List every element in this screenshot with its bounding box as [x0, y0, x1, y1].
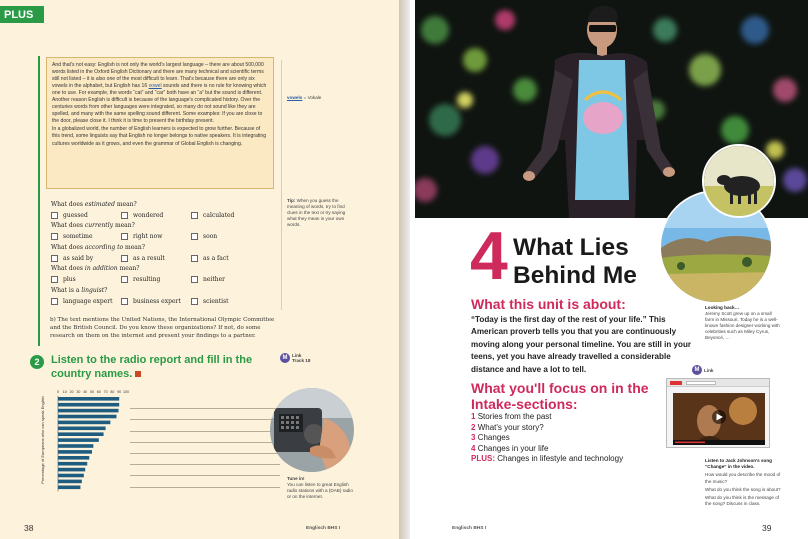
focus-heading: What you'll focus on in the Intake-sections: [471, 380, 649, 412]
reading-passage [46, 57, 274, 189]
exercise-title [51, 353, 271, 381]
y-axis-label: Percentage of Europeans who can speak English [40, 396, 45, 484]
passage-paragraph-1 [52, 62, 268, 125]
about-text: “Today is the first day of the rest of your life.” This American proverb tells you that you are continuously moving along your personal timeline. You are still in your teens, yet you have already travelled a considerable distance and have a lot to tell. [471, 315, 692, 374]
answer-line[interactable] [130, 465, 280, 476]
quiz-option[interactable] [51, 298, 121, 305]
video-image [673, 393, 765, 445]
option-label: sometime [63, 233, 93, 240]
quiz-option[interactable] [121, 276, 191, 283]
quiz-question [51, 222, 279, 231]
chart-bar [58, 397, 119, 401]
part-b-task: b) The text mentions the United Nations, the International Olympic Committee and the British Council. Do you know these organizations? If not, do some research on them on the internet and present your findings to a partner. [50, 317, 275, 340]
option-label: right now [133, 233, 163, 240]
passage-fragment: sounds and there is no rule for knowing which one to use. For example, the words “cat” and “car” both have an “a” but the sound is different. Another reason English is difficult is because of the language's complicated history. Over the centuries words from other languages were integrated, so many do not sound like they are spelled, and many with the same spelling sound different. Some examples: If you are close to the door, please close it. I think it is time to present the birthday present. [52, 83, 267, 125]
chart-bar [58, 403, 119, 407]
quiz-option[interactable] [121, 233, 191, 240]
x-tick-label: 70 [103, 390, 108, 394]
x-tick-label: 10 [62, 390, 67, 394]
chart-bar [58, 427, 106, 431]
looking-back-text: Jeremy Scott grew up on a small farm in Missouri. Today he is a well-known fashion designer working with celebrities such as Miley Cyrus, Beyoncé, … [705, 311, 780, 341]
question-pre: What does [51, 265, 85, 272]
plus-tag: PLUS [0, 6, 44, 23]
question-post: mean? [113, 222, 135, 229]
option-checkbox[interactable] [51, 212, 58, 219]
question-pre: What does [51, 243, 85, 251]
chart-bar [58, 480, 82, 484]
page-number-left: 38 [24, 523, 34, 533]
vocabulary-quiz [51, 199, 279, 307]
chart-bar [58, 468, 85, 472]
quiz-option[interactable] [121, 212, 191, 219]
option-label: as a fact [203, 254, 229, 262]
sidebar-rule [281, 60, 282, 310]
quiz-question [51, 201, 279, 210]
focus-item-text: Changes in your life [477, 443, 549, 453]
focus-item [471, 433, 623, 444]
brand-left: Englisch BHS I [306, 526, 341, 531]
option-checkbox[interactable] [51, 276, 58, 283]
x-tick-label: 40 [83, 390, 88, 394]
tip-note [287, 198, 351, 228]
x-tick-label: 100 [123, 390, 129, 394]
quiz-option[interactable] [121, 298, 191, 305]
focus-item [471, 412, 623, 423]
left-page [0, 0, 399, 539]
option-label: neither [203, 276, 226, 283]
unit-title-line1: What Lies [513, 234, 629, 261]
media-link-left[interactable] [280, 353, 310, 363]
right-page [410, 0, 808, 539]
question-post: ? [104, 286, 108, 294]
question-term: in addition [84, 265, 118, 272]
quiz-option[interactable] [121, 255, 191, 262]
video-toolbar [667, 379, 769, 387]
video-screenshot[interactable] [666, 378, 770, 448]
option-label: guessed [63, 211, 88, 219]
tune-in-title: Tune in! [287, 476, 305, 481]
quiz-option[interactable] [191, 298, 229, 305]
chart-bar [58, 486, 80, 490]
question-post: mean? [123, 243, 145, 251]
answer-line[interactable] [130, 432, 280, 443]
chart-bar [58, 450, 92, 454]
focus-item [471, 423, 623, 434]
quiz-options [51, 210, 279, 221]
brand-right: Englisch BHS I [452, 526, 487, 531]
unit-number: 4 [470, 218, 508, 294]
media-m-icon: M [692, 365, 702, 375]
answer-line[interactable] [130, 398, 280, 409]
option-checkbox[interactable] [191, 255, 198, 262]
quiz-options [51, 253, 279, 264]
cow-photo [702, 144, 776, 218]
chart-bar [58, 409, 119, 413]
x-tick-label: 60 [96, 390, 101, 394]
listen-q3: What do you think is the message of the song? Discuss in class. [705, 495, 780, 507]
x-tick-label: 90 [117, 390, 122, 394]
passage-paragraph-2: In a globalized world, the number of English learners is expected to grow further. Because of this trend, some linguists say that English no longer belongs to native speakers. It is integrating cultures worldwide as it grows, and even the grammar of Global English is changing. [52, 126, 267, 147]
tip-text: When you guess the meaning of words, try to find clues in the text or try saying what they mean in your own words. [287, 198, 346, 227]
vocab-note [287, 95, 321, 100]
media-m-icon: M [280, 353, 290, 363]
quiz-question [51, 265, 279, 274]
question-term: estimated [84, 200, 115, 208]
question-term: linguist [81, 286, 105, 294]
looking-back-title: Looking back… [705, 305, 740, 310]
question-pre: What does [51, 200, 85, 208]
vocab-word: vowels [287, 95, 303, 100]
focus-item-number: 2 [471, 422, 476, 432]
quiz-question [51, 287, 279, 296]
media-link-right[interactable] [692, 365, 713, 375]
chart-bar [58, 444, 93, 448]
option-checkbox[interactable] [51, 255, 58, 262]
quiz-option[interactable] [191, 233, 217, 240]
quiz-option[interactable] [51, 276, 121, 283]
quiz-option[interactable] [51, 212, 121, 219]
option-label: scientist [203, 297, 229, 305]
option-checkbox[interactable] [191, 233, 198, 240]
exercise-number: 2 [30, 355, 44, 369]
vocab-definition: = Vokale [302, 95, 322, 100]
page-number-right: 39 [762, 523, 772, 533]
option-checkbox[interactable] [51, 233, 58, 240]
chart-bar [58, 415, 116, 419]
x-tick-label: 0 [57, 390, 59, 394]
focus-item-number: 1 [471, 412, 476, 421]
quiz-option[interactable] [191, 276, 225, 283]
chart-bar [58, 474, 84, 478]
listen-title: Listen to Jack Johnson's song “Change” in the video. [705, 458, 772, 470]
option-label: as a result [133, 254, 165, 262]
passage-fragment: vowel [148, 83, 162, 90]
focus-item [471, 444, 623, 455]
focus-item-text: What's your story? [477, 422, 544, 432]
option-checkbox[interactable] [191, 298, 198, 305]
focus-item-text: Stories from the past [477, 412, 552, 421]
option-checkbox[interactable] [51, 298, 58, 305]
unit-title-line2: Behind Me [513, 262, 637, 289]
question-pre: What is a [51, 286, 82, 294]
option-checkbox[interactable] [121, 276, 128, 283]
option-checkbox[interactable] [121, 233, 128, 240]
exercise-title-text: Listen to the radio report and fill in the country names. [51, 354, 253, 380]
question-term: according to [84, 243, 124, 251]
chart-bar [58, 438, 99, 442]
focus-plus-label: PLUS: [471, 454, 495, 464]
media-label-right: Link [704, 367, 714, 373]
section-rule [38, 56, 40, 346]
tune-in-text: You can listen to great English radio stations with a (DAB) radio or on the internet. [287, 482, 353, 499]
option-label: soon [203, 233, 218, 240]
option-label: business expert [133, 297, 181, 305]
option-checkbox[interactable] [121, 255, 128, 262]
focus-plus-item [471, 454, 623, 465]
quiz-question [51, 244, 279, 253]
chart-bar [58, 432, 104, 436]
focus-list [471, 412, 623, 465]
radio-image [270, 388, 354, 472]
tune-in-note [287, 476, 357, 500]
listen-q2: What do you think the song is about? [705, 486, 781, 492]
tip-label: Tip: [287, 198, 296, 203]
x-tick-label: 30 [76, 390, 81, 394]
focus-plus-text: Changes in lifestyle and technology [495, 454, 624, 464]
chart-bar [58, 421, 110, 425]
question-pre: What does [51, 222, 85, 229]
x-tick-label: 50 [90, 390, 94, 394]
english-speakers-chart [40, 385, 130, 495]
focus-item-text: Changes [477, 433, 510, 443]
answer-line[interactable] [130, 420, 280, 431]
quiz-options [51, 274, 279, 285]
passage-fragment: And that's not easy: English is not only the world's largest language – there are about 500,000 words listed in the Oxford English Dictionary and there are many technical and scientific terms still not listed – it is also one of the most difficult to learn. That's because there are only six vowels in the alphabet, but English has 16 [52, 62, 264, 90]
chart-bar [58, 462, 87, 466]
option-label: calculated [203, 211, 235, 219]
answer-line[interactable] [130, 443, 280, 454]
option-label: language expert [63, 297, 113, 305]
quiz-options [51, 231, 279, 242]
video-logo-icon [670, 381, 682, 385]
answer-line[interactable] [130, 409, 280, 420]
option-checkbox[interactable] [191, 212, 198, 219]
listen-q1: How would you describe the mood of the music? [705, 472, 781, 484]
option-label: wondered [133, 211, 164, 219]
option-label: as said by [63, 254, 94, 262]
quiz-option[interactable] [191, 255, 229, 262]
quiz-option[interactable] [51, 255, 121, 262]
answer-line[interactable] [130, 454, 280, 465]
looking-back-note [705, 305, 780, 342]
audio-badge-icon [135, 371, 141, 377]
option-checkbox[interactable] [121, 298, 128, 305]
x-tick-label: 80 [110, 390, 115, 394]
track-label: Track 18 [292, 358, 311, 363]
question-post: mean? [114, 200, 137, 208]
option-label: plus [63, 276, 76, 283]
option-label: resulting [133, 276, 161, 283]
chart-bar [58, 456, 89, 460]
media-link-text [292, 353, 310, 363]
question-term: currently [84, 222, 114, 229]
option-checkbox[interactable] [121, 212, 128, 219]
unit-title [513, 234, 637, 290]
media-label: Link [292, 353, 302, 358]
quiz-option[interactable] [51, 233, 121, 240]
option-checkbox[interactable] [191, 276, 198, 283]
video-search-field [686, 381, 716, 385]
x-tick-label: 20 [69, 390, 74, 394]
quiz-option[interactable] [191, 212, 234, 219]
radio-photo [270, 388, 354, 472]
question-post: mean? [117, 265, 140, 272]
quiz-options [51, 296, 279, 307]
answer-lines [130, 398, 280, 488]
answer-line[interactable] [130, 476, 280, 487]
video-frame[interactable] [673, 393, 765, 445]
listen-task [705, 458, 785, 507]
focus-item-number: 4 [471, 443, 476, 453]
book-gutter [399, 0, 410, 539]
focus-item-number: 3 [471, 433, 476, 443]
about-heading: What this unit is about: [471, 296, 626, 312]
